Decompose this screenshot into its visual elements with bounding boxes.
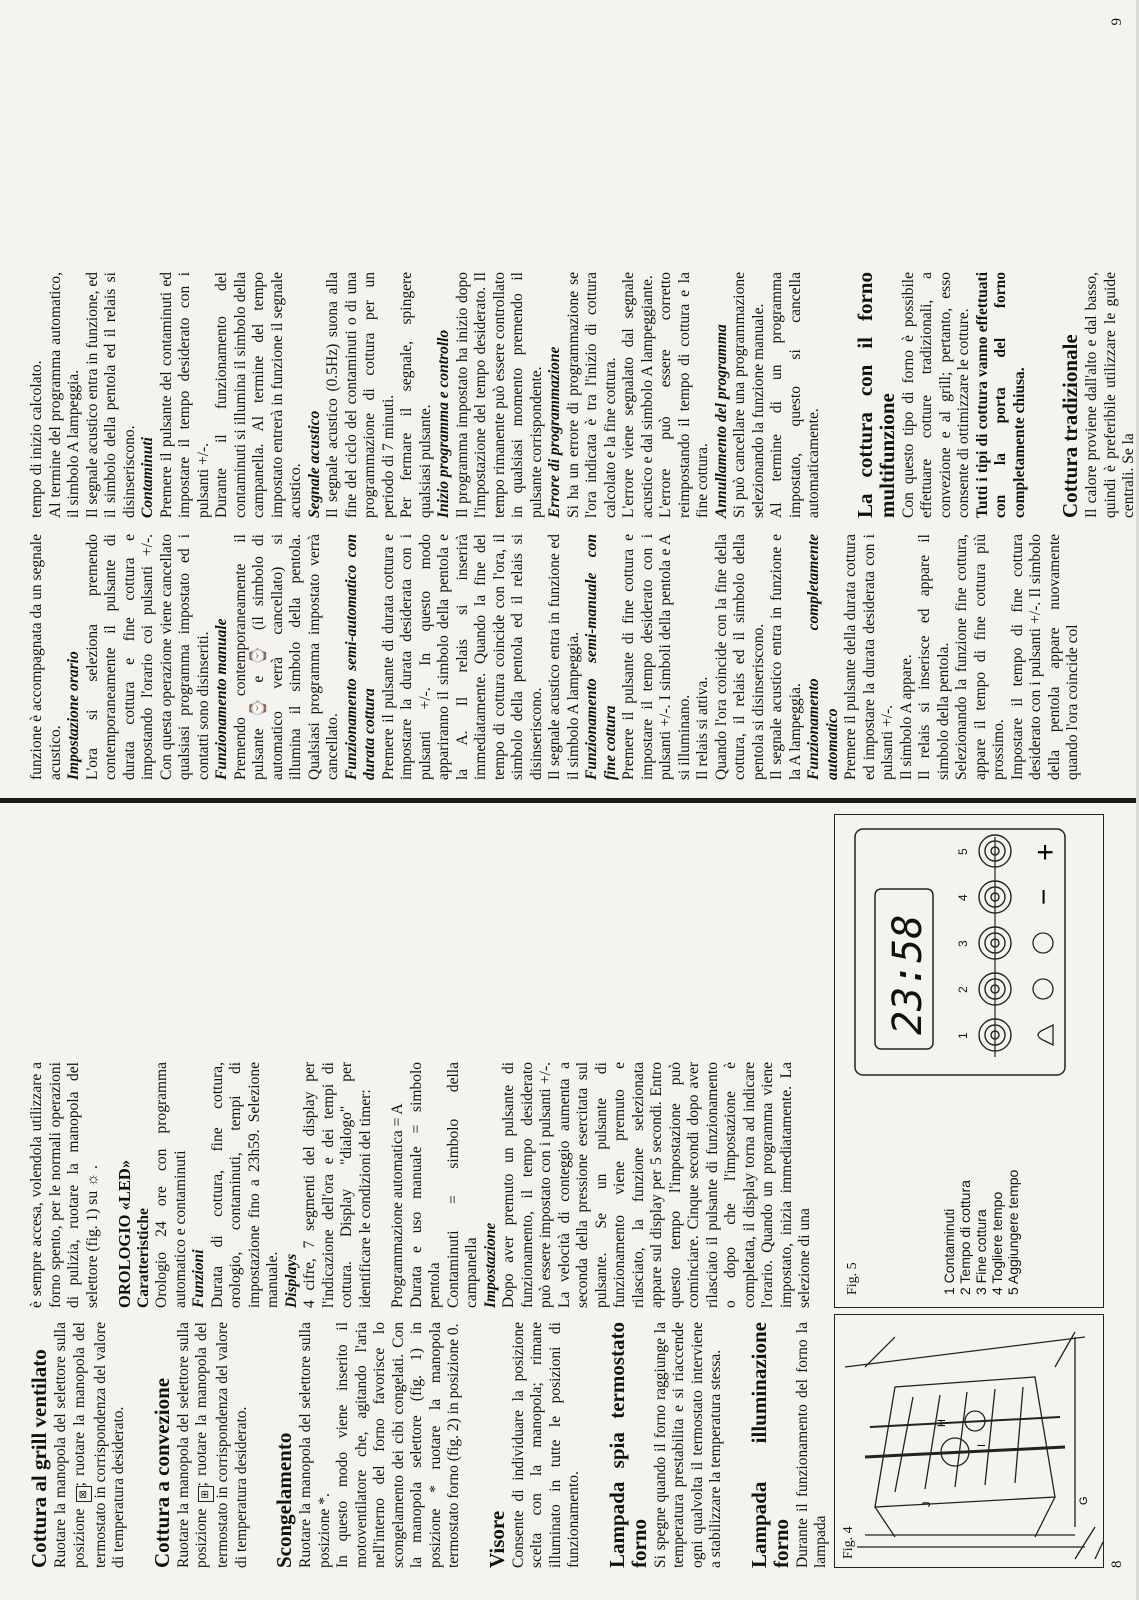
paragraph: 4 cifre, 7 segmenti del display per l'indicazione dell'ora e dei tempi di cottura. Display "dialogo" per identificare le condizioni del timer:: [301, 1062, 374, 1308]
figure-label: Fig. 5: [845, 1262, 860, 1295]
paragraph: Si può cancellare una programmazione selezionando la funzione manuale.: [731, 272, 767, 518]
page-number: 8: [1109, 1560, 1125, 1568]
paragraph: Durante il funzionamento del forno la lampada: [793, 1322, 829, 1568]
timer-panel-diagram: [835, 815, 1103, 1307]
paragraph: L'errore viene segnalato dal segnale acustico e dal simbolo A lampeggiante.: [620, 272, 656, 518]
button-number: 2: [956, 986, 970, 993]
figure-4: [834, 1314, 1104, 1568]
paragraph: Il segnale acustico entra in funzione, ed il simbolo della pentola ed il relais si disinseriscono.: [83, 272, 138, 518]
paragraph: Per fermare il segnale, spingere qualsiasi pulsante.: [398, 272, 434, 518]
paragraph: Durata di cottura, fine cottura, orologio, contaminuti, tempi di impostazione fino a 23h59. Selezione manuale.: [208, 1062, 281, 1308]
paragraph: Il segnale acustico entra in funzione ed il simbolo A lampeggia.: [546, 534, 582, 780]
paragraph: Ruotare la manopola del selettore sulla posizione ⊠; ruotare la manopola del termostato in corrispondenza del valore di temperatura desiderato.: [52, 1322, 127, 1568]
button-number: 4: [956, 894, 970, 901]
paragraph: Premere il pulsante del contaminuti ed impostare il tempo desiderato con i pulsanti +/-.: [157, 272, 212, 518]
legend-item: 1 Contaminuti: [941, 1208, 957, 1295]
paragraph: Il segnale acustico entra in funzione e la A lampeggia.: [768, 534, 804, 780]
callout-label: I: [976, 1443, 988, 1447]
legend-item: 5 Aggiungere tempo: [1005, 1169, 1021, 1295]
paragraph: Il programma impostato ha inizio dopo l'impostazione del tempo desiderato. Il tempo rimanente può essere controllato in qualsiasi momento premendo il pulsante corrispondente.: [453, 272, 545, 518]
paragraph: Orologio 24 ore con programma automatico e contaminuti: [153, 1062, 189, 1308]
section-title: La cottura con il forno multifunzione: [852, 272, 899, 518]
grill-fan-icon: ⊠: [76, 1486, 92, 1502]
timer-display: 23:58: [885, 914, 931, 1035]
subsection-title: Inizio programma e controllo: [435, 329, 452, 518]
subsection-title: Funzionamento semi-manuale con fine cottura: [583, 534, 619, 780]
subsection-title: Funzioni: [190, 1249, 207, 1308]
right-column-2: [28, 272, 1137, 518]
legend-item: 4 Togliere tempo: [989, 1191, 1005, 1295]
oven-grill-diagram: [835, 1315, 1103, 1567]
legend-item: 2 Tempo di cottura: [957, 1180, 973, 1295]
subsection-title: Annullamento del programma: [712, 324, 730, 518]
list-item: Contaminuti = simbolo della campanella: [444, 1062, 480, 1308]
plus-sign: +: [1029, 843, 1062, 861]
figure-5: [834, 814, 1104, 1308]
section-title: Scongelamento: [272, 1432, 296, 1568]
subsection-title: Impostazione: [481, 1222, 499, 1308]
paragraph: Si spegne quando il forno raggiunge la temperatura prestabilita e si riaccende ogni qualvolta il termostato interviene a stabilizzare la temperatura stessa.: [651, 1322, 724, 1568]
clock-end-icon: [1033, 933, 1053, 953]
paragraph: Si ha un errore di programmazione se l'ora indicata è tra l'inizio di cottura calcolato e la fine cottura.: [564, 272, 619, 518]
paragraph: tempo di inizio calcolato.: [28, 360, 45, 518]
right-page: [0, 0, 1136, 800]
paragraph: L'ora si seleziona premendo contemporaneamente il pulsante di durata cottura e fine cottura e impostando l'orario coi pulsanti +/-. Con questa operazione viene cancellato qualsiasi programma impostato ed i contatti sono disinseriti.: [83, 534, 212, 780]
subsection-title: Funzionamento manuale: [213, 618, 230, 780]
subsection-title: Funzionamento semi-automatico con durata cottura: [342, 534, 378, 780]
callout-label: J: [921, 1501, 933, 1507]
paragraph: Il calore proviene dall'alto e dal basso, quindi è preferibile utilizzare le guide centrali. Se la: [1083, 272, 1137, 518]
legend-item: 3 Fine cottura: [973, 1209, 989, 1295]
section-title: Cottura al grill ventilato: [27, 1349, 51, 1568]
paragraph: Quando l'ora coincide con la fine della cottura, il relais ed il simbolo della pentola si disinseriscono.: [712, 534, 767, 780]
paragraph: è sempre accesa, volendola utilizzare a forno spento, per le normali operazioni di pulizia, ruotare la manopola del selettore (fig. 1) su ☼ .: [28, 1062, 101, 1308]
page-number: 9: [1109, 18, 1125, 26]
paragraph: Consente di individuare la posizione scelta con la manopola; rimane illuminato in tutte le posizioni di funzionamento.: [509, 1322, 582, 1568]
subsection-title: Funzionamento completamente automatico: [805, 534, 841, 780]
paragraph: Premere il pulsante di fine cottura e impostare il tempo desiderato con i pulsanti +/-. I simboli della pentola e A si illuminano.: [620, 534, 693, 780]
button-number: 3: [956, 940, 970, 947]
paragraph: Con questo tipo di forno è possibile effettuare cotture tradizionali, a convezione e al grill; pertanto, esso consente di ottimizzare le cotture.: [899, 272, 972, 518]
paragraph: Al termine di un programma impostato, questo si cancella automaticamente.: [768, 272, 822, 518]
right-column-3-blank: [28, 10, 1118, 256]
paragraph: Durante il funzionamento del contaminuti si illumina il simbolo della campanella. Al termine del tempo impostato entrerà in funzione il segnale acustico.: [213, 272, 304, 518]
convection-icon: ⊞: [198, 1486, 214, 1502]
button-number: 5: [956, 848, 970, 855]
paragraph: Il simbolo A appare.: [897, 654, 915, 780]
section-title: Cottura a convezione: [149, 1377, 174, 1568]
subsection-title: Contaminuti: [139, 437, 156, 518]
clock-icon: [1033, 979, 1053, 999]
paragraph: In questo modo viene inserito il motoventilatore che, agitando l'aria nell'interno del forno favorisce lo scongelamento dei cibi congelati. Con la manopola selettore (fig. 1) in posizione * ruotare la manopola termostato forno (fig. 2) in posizione 0.: [334, 1322, 462, 1568]
paragraph: Ruotare la manopola del selettore sulla posizione *.: [297, 1322, 333, 1568]
paragraph-bold: Tutti i tipi di cottura vanno effettuati con la porta del forno completamente chiusa.: [973, 272, 1028, 518]
list-item: Programmazione automatica = A: [389, 1103, 406, 1308]
paragraph: Premere il pulsante della durata cottura ed impostare la durata desiderata con i pulsanti +/-.: [842, 534, 896, 780]
paragraph: funzione è accompagnata da un segnale acustico.: [28, 534, 64, 780]
section-title: Cottura tradizionale: [1058, 334, 1082, 518]
paragraph: Dopo aver premuto un pulsante di funzionamento, il tempo desiderato può essere impostato con i pulsanti +/-. La velocità di conteggio aumenta a seconda della pressione esercitata sul pulsante. Se un pulsante di funzionamento viene premuto e rilasciato, la funzione selezionata appare sul display per 5 secondi. Entro questo tempo l'impostazione può cominciare. Cinque secondi dopo aver rilasciato il pulsante di funzionamento o dopo che l'impostazione è completata, il display torna ad indicare l'orario. Quando un programma viene impostato, inizia immediatamente. La selezione di una: [500, 1062, 813, 1308]
paragraph: Al termine del programma automatico, il simbolo A lampeggia.: [46, 272, 82, 518]
subsection-title: Caratteristiche: [134, 1208, 152, 1308]
left-page: [0, 800, 1136, 1600]
paragraph: Il segnale acustico (0.5Hz) suona alla fine del ciclo del contaminuti o di una programmazione di cottura per un periodo di 7 minuti.: [324, 272, 397, 518]
subsection-title: Displays: [282, 1253, 300, 1308]
paragraph: Impostare il tempo di fine cottura desiderato con i pulsanti +/-. Il simbolo della pentola appare nuovamente quando l'ora coincide col: [1008, 534, 1081, 780]
list-item: Durata e uso manuale = simbolo pentola: [407, 1062, 443, 1308]
paragraph: Il relais si inserisce ed appare il simbolo della pentola.: [916, 534, 952, 780]
paragraph: L'errore può essere corretto reimpostando il tempo di cottura e la fine cottura.: [657, 272, 711, 518]
paragraph: Premendo contemporaneamente il pulsante ⌚ e ⌚ (il simbolo di automatico verrà cancellato) si illumina il simbolo della pentola. Qualsiasi programma impostato verrà cancellato.: [231, 534, 341, 780]
subsection-title: Segnale acustico: [305, 410, 323, 518]
bell-icon: [1038, 1025, 1053, 1045]
subsection-title: Impostazione orario: [65, 651, 82, 780]
callout-label: G: [1078, 1496, 1090, 1505]
subsection-title: Errore di programmazione: [546, 346, 563, 518]
minus-sign: −: [1028, 888, 1059, 905]
section-title: OROLOGIO «LED»: [115, 1159, 134, 1308]
right-column-1: [28, 534, 1118, 780]
paragraph: Ruotare la manopola del selettore sulla posizione ⊞; ruotare la manopola del termostato in corrispondenza del valore di temperatura desiderato.: [174, 1322, 250, 1568]
button-number: 1: [956, 1032, 970, 1039]
section-title: Lampada illuminazione forno: [746, 1322, 793, 1568]
figure-label: Fig. 4: [841, 1526, 856, 1559]
paragraph: Premere il pulsante di durata cottura e impostare la durata desiderata con i pulsanti +/-. In questo modo appariranno il simbolo della pentola e la A. Il relais si inserirà immediatamente. Quando la fine del tempo di cottura coincide con l'ora, il simbolo della pentola ed il relais si disinseriscono.: [379, 534, 545, 780]
callout-label: H: [936, 1419, 948, 1427]
section-title: Visore: [484, 1510, 509, 1568]
paragraph: Il relais si attiva.: [694, 676, 711, 780]
section-title: Lampada spia termostato forno: [604, 1322, 651, 1568]
paragraph: Selezionando la funzione fine cottura, appare il tempo di fine cottura più prossimo.: [953, 534, 1007, 780]
